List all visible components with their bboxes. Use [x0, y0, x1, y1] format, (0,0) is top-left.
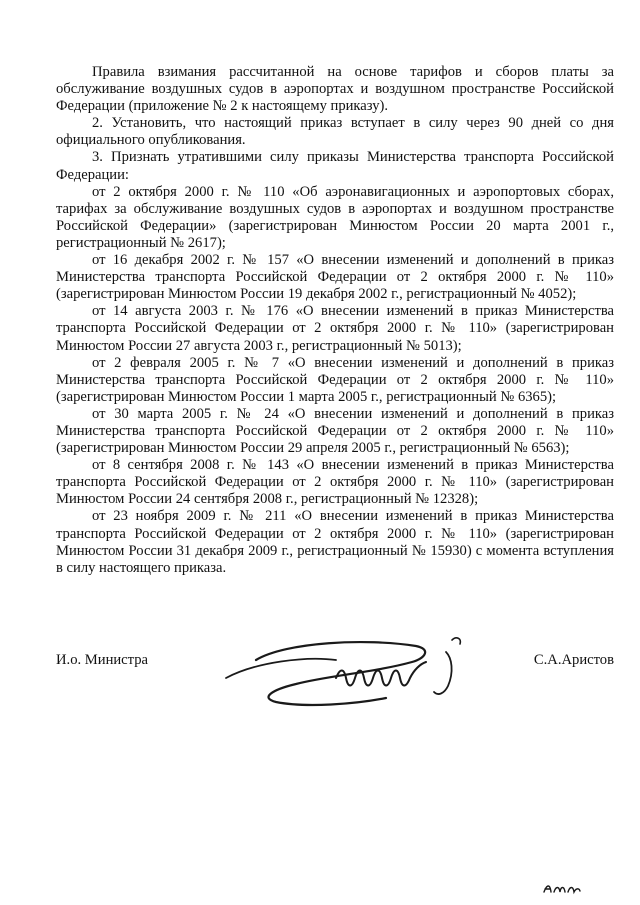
paragraph-item-3: 3. Признать утратившими силу приказы Министерства транспорта Российской Федерации:: [56, 149, 614, 183]
signatory-role: И.о. Министра: [56, 652, 148, 668]
paragraph-order-110: от 2 октября 2000 г. № 110 «Об аэронавигационных и аэропортовых сборах, тарифах за обслуживание воздушных судов в аэропортах и воздушном пространстве Российской Федерации» (зарегистрирован Минюстом России 20 марта 2001 г., регистрационный № 2617);: [56, 183, 614, 251]
paragraph-order-24: от 30 марта 2005 г. № 24 «О внесении изменений и дополнений в приказ Министерства транспорта Российской Федерации от 2 октября 2000 г. № 110» (зарегистрирован Минюстом России 29 апреля 2005 г., регистрационный № 6563);: [56, 405, 614, 457]
paragraph-order-176: от 14 августа 2003 г. № 176 «О внесении изменений в приказ Министерства транспорта Российской Федерации от 2 октября 2000 г. № 110» (зарегистрирован Минюстом России 27 августа 2003 г., регистрационный № 5013);: [56, 303, 614, 354]
paragraph-rules: Правила взимания рассчитанной на основе тарифов и сборов платы за обслуживание воздушных судов в аэропортах и воздушном пространстве Российской Федерации (приложение № 2 к настоящему приказу).: [56, 64, 614, 115]
document-body: [56, 64, 614, 577]
paragraph-order-7: от 2 февраля 2005 г. № 7 «О внесении изменений и дополнений в приказ Министерства транспорта Российской Федерации от 2 октября 2000 г. № 110» (зарегистрирован Минюстом России 1 марта 2005 г., регистрационный № 6365);: [56, 354, 614, 405]
paragraph-order-143: от 8 сентября 2008 г. № 143 «О внесении изменений в приказ Министерства транспорта Российской Федерации от 2 октября 2000 г. № 110» (зарегистрирован Минюстом России 24 сентября 2008 г., регистрационный № 12328);: [56, 457, 614, 508]
paragraph-item-2: 2. Установить, что настоящий приказ вступает в силу через 90 дней со дня официального опубликования.: [56, 115, 614, 149]
signatory-name: С.А.Аристов: [533, 652, 614, 668]
handwritten-initials-mark: [540, 878, 584, 898]
handwritten-signature: [216, 632, 516, 712]
paragraph-order-157: от 16 декабря 2002 г. № 157 «О внесении изменений и дополнений в приказ Министерства транспорта Российской Федерации от 2 октября 2000 г. № 110» (зарегистрирован Минюстом России 19 декабря 2002 г., регистрационный № 4052);: [56, 252, 614, 303]
signature-block: [56, 640, 614, 720]
paragraph-order-211: от 23 ноября 2009 г. № 211 «О внесении изменений в приказ Министерства транспорта Российской Федерации от 2 октября 2000 г. № 110» (зарегистрирован Минюстом России 31 декабря 2009 г., регистрационный № 15930) с момента вступления в силу настоящего приказа.: [56, 508, 614, 576]
